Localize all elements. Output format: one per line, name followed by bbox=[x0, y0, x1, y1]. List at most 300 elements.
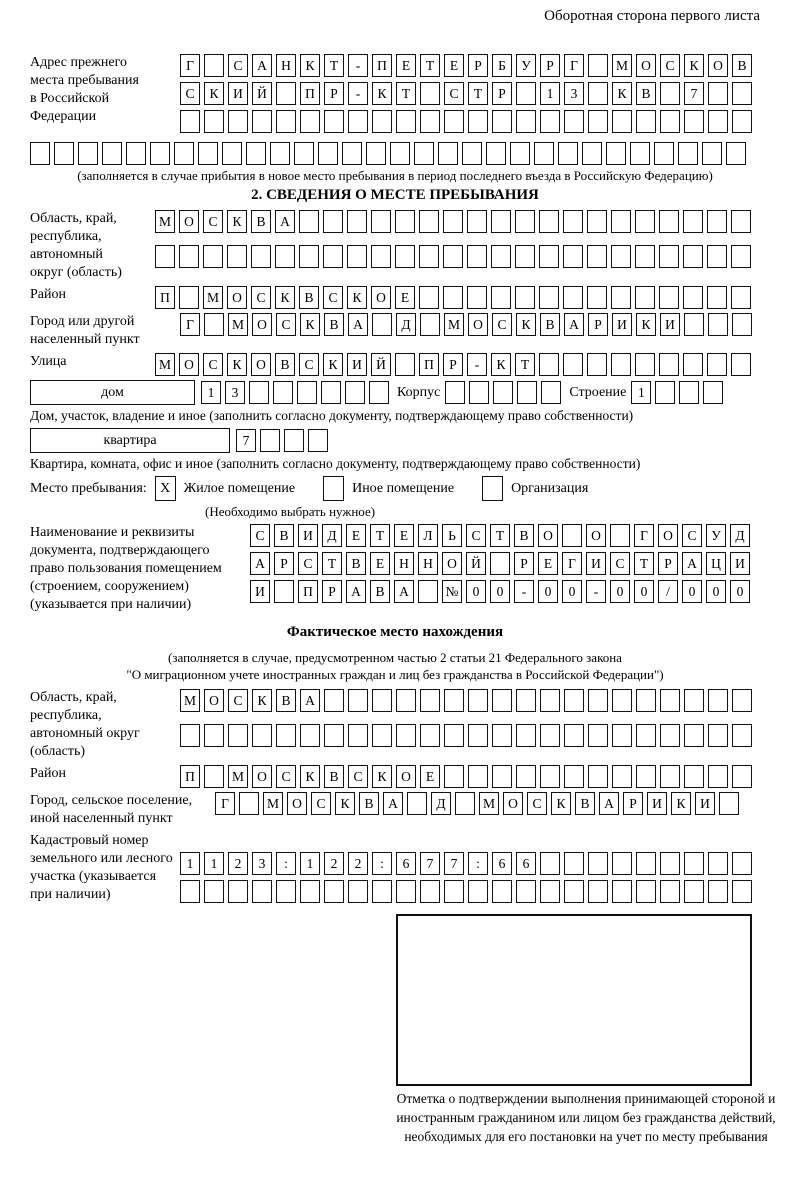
char-cell[interactable] bbox=[635, 353, 655, 376]
char-cell[interactable] bbox=[636, 852, 656, 875]
char-cell[interactable]: К bbox=[516, 313, 536, 336]
char-cell[interactable]: А bbox=[682, 552, 702, 575]
char-cell[interactable] bbox=[252, 880, 272, 903]
char-cell[interactable]: Г bbox=[564, 54, 584, 77]
char-cell[interactable] bbox=[539, 210, 559, 233]
char-cell[interactable]: А bbox=[599, 792, 619, 815]
char-cell[interactable]: О bbox=[396, 765, 416, 788]
char-cell[interactable] bbox=[732, 724, 752, 747]
char-cell[interactable] bbox=[395, 245, 415, 268]
char-cell[interactable]: А bbox=[346, 580, 366, 603]
char-cell[interactable]: 6 bbox=[396, 852, 416, 875]
char-cell[interactable]: В bbox=[299, 286, 319, 309]
char-cell[interactable]: Р bbox=[588, 313, 608, 336]
char-cell[interactable] bbox=[468, 689, 488, 712]
char-cell[interactable] bbox=[516, 765, 536, 788]
char-cell[interactable]: В bbox=[274, 524, 294, 547]
char-cell[interactable] bbox=[731, 245, 751, 268]
char-cell[interactable] bbox=[444, 110, 464, 133]
char-cell[interactable]: Т bbox=[324, 54, 344, 77]
char-cell[interactable] bbox=[348, 689, 368, 712]
char-cell[interactable]: 0 bbox=[466, 580, 486, 603]
char-cell[interactable] bbox=[445, 381, 465, 404]
char-cell[interactable]: В bbox=[370, 580, 390, 603]
char-cell[interactable]: К bbox=[275, 286, 295, 309]
char-cell[interactable] bbox=[249, 381, 269, 404]
char-cell[interactable]: Й bbox=[252, 82, 272, 105]
char-cell[interactable]: Й bbox=[371, 353, 391, 376]
char-cell[interactable] bbox=[324, 110, 344, 133]
char-cell[interactable]: К bbox=[372, 82, 392, 105]
char-cell[interactable]: К bbox=[204, 82, 224, 105]
char-cell[interactable] bbox=[204, 313, 224, 336]
char-cell[interactable]: 7 bbox=[684, 82, 704, 105]
char-cell[interactable]: К bbox=[671, 792, 691, 815]
char-cell[interactable] bbox=[732, 880, 752, 903]
char-cell[interactable] bbox=[708, 765, 728, 788]
char-cell[interactable]: П bbox=[298, 580, 318, 603]
char-cell[interactable]: 0 bbox=[490, 580, 510, 603]
char-cell[interactable]: К bbox=[300, 54, 320, 77]
char-cell[interactable] bbox=[492, 110, 512, 133]
char-cell[interactable]: Т bbox=[370, 524, 390, 547]
char-cell[interactable]: : bbox=[372, 852, 392, 875]
char-cell[interactable]: К bbox=[347, 286, 367, 309]
char-cell[interactable] bbox=[372, 313, 392, 336]
char-cell[interactable]: М bbox=[263, 792, 283, 815]
char-cell[interactable]: - bbox=[586, 580, 606, 603]
char-cell[interactable] bbox=[323, 210, 343, 233]
char-cell[interactable]: В bbox=[251, 210, 271, 233]
char-cell[interactable] bbox=[683, 245, 703, 268]
char-cell[interactable]: Д bbox=[322, 524, 342, 547]
char-cell[interactable]: С bbox=[180, 82, 200, 105]
char-cell[interactable]: Д bbox=[396, 313, 416, 336]
char-cell[interactable] bbox=[468, 880, 488, 903]
char-cell[interactable] bbox=[510, 142, 530, 165]
char-cell[interactable] bbox=[719, 792, 739, 815]
char-cell[interactable] bbox=[611, 286, 631, 309]
char-cell[interactable] bbox=[270, 142, 290, 165]
char-cell[interactable] bbox=[443, 210, 463, 233]
char-cell[interactable] bbox=[252, 724, 272, 747]
char-cell[interactable]: А bbox=[394, 580, 414, 603]
char-cell[interactable] bbox=[455, 792, 475, 815]
char-cell[interactable] bbox=[491, 245, 511, 268]
char-cell[interactable] bbox=[660, 880, 680, 903]
char-cell[interactable] bbox=[348, 724, 368, 747]
char-cell[interactable]: Т bbox=[420, 54, 440, 77]
char-cell[interactable] bbox=[407, 792, 427, 815]
char-cell[interactable]: 3 bbox=[252, 852, 272, 875]
char-cell[interactable] bbox=[276, 724, 296, 747]
char-cell[interactable]: К bbox=[227, 210, 247, 233]
char-cell[interactable] bbox=[679, 381, 699, 404]
char-cell[interactable] bbox=[588, 110, 608, 133]
char-cell[interactable] bbox=[228, 880, 248, 903]
char-cell[interactable] bbox=[444, 880, 464, 903]
char-cell[interactable] bbox=[540, 880, 560, 903]
char-cell[interactable]: С bbox=[228, 54, 248, 77]
char-cell[interactable] bbox=[204, 110, 224, 133]
char-cell[interactable] bbox=[284, 429, 304, 452]
char-cell[interactable]: М bbox=[444, 313, 464, 336]
char-cell[interactable]: С bbox=[203, 353, 223, 376]
char-cell[interactable] bbox=[540, 110, 560, 133]
char-cell[interactable] bbox=[204, 724, 224, 747]
char-cell[interactable] bbox=[468, 765, 488, 788]
char-cell[interactable] bbox=[395, 353, 415, 376]
char-cell[interactable] bbox=[300, 724, 320, 747]
char-cell[interactable] bbox=[612, 724, 632, 747]
char-cell[interactable]: Ь bbox=[442, 524, 462, 547]
char-cell[interactable] bbox=[539, 286, 559, 309]
char-cell[interactable] bbox=[203, 245, 223, 268]
char-cell[interactable] bbox=[636, 110, 656, 133]
char-cell[interactable] bbox=[612, 765, 632, 788]
char-cell[interactable]: 0 bbox=[634, 580, 654, 603]
char-cell[interactable]: Г bbox=[215, 792, 235, 815]
char-cell[interactable]: С bbox=[311, 792, 331, 815]
char-cell[interactable] bbox=[443, 286, 463, 309]
char-cell[interactable] bbox=[563, 353, 583, 376]
char-cell[interactable] bbox=[126, 142, 146, 165]
char-cell[interactable]: С bbox=[466, 524, 486, 547]
char-cell[interactable] bbox=[396, 110, 416, 133]
char-cell[interactable]: М bbox=[180, 689, 200, 712]
char-cell[interactable] bbox=[102, 142, 122, 165]
char-cell[interactable]: 6 bbox=[516, 852, 536, 875]
char-cell[interactable]: Е bbox=[538, 552, 558, 575]
char-cell[interactable]: У bbox=[706, 524, 726, 547]
char-cell[interactable] bbox=[683, 286, 703, 309]
char-cell[interactable]: Т bbox=[468, 82, 488, 105]
char-cell[interactable] bbox=[516, 82, 536, 105]
char-cell[interactable] bbox=[419, 210, 439, 233]
char-cell[interactable] bbox=[702, 142, 722, 165]
char-cell[interactable] bbox=[228, 110, 248, 133]
char-cell[interactable]: А bbox=[300, 689, 320, 712]
char-cell[interactable] bbox=[492, 880, 512, 903]
char-cell[interactable] bbox=[708, 880, 728, 903]
char-cell[interactable] bbox=[372, 110, 392, 133]
char-cell[interactable]: С bbox=[660, 54, 680, 77]
char-cell[interactable]: Р bbox=[658, 552, 678, 575]
char-cell[interactable] bbox=[276, 82, 296, 105]
char-cell[interactable] bbox=[678, 142, 698, 165]
char-cell[interactable]: 3 bbox=[564, 82, 584, 105]
char-cell[interactable] bbox=[563, 286, 583, 309]
char-cell[interactable] bbox=[582, 142, 602, 165]
char-cell[interactable] bbox=[732, 689, 752, 712]
char-cell[interactable] bbox=[150, 142, 170, 165]
char-cell[interactable] bbox=[587, 210, 607, 233]
char-cell[interactable]: В bbox=[636, 82, 656, 105]
char-cell[interactable] bbox=[655, 381, 675, 404]
char-cell[interactable] bbox=[300, 880, 320, 903]
char-cell[interactable] bbox=[419, 245, 439, 268]
char-cell[interactable] bbox=[732, 82, 752, 105]
char-cell[interactable] bbox=[275, 245, 295, 268]
char-cell[interactable]: Е bbox=[444, 54, 464, 77]
char-cell[interactable]: 7 bbox=[444, 852, 464, 875]
char-cell[interactable] bbox=[660, 689, 680, 712]
char-cell[interactable] bbox=[516, 880, 536, 903]
char-cell[interactable]: Е bbox=[346, 524, 366, 547]
char-cell[interactable] bbox=[348, 110, 368, 133]
char-cell[interactable] bbox=[294, 142, 314, 165]
char-cell[interactable]: М bbox=[228, 765, 248, 788]
char-cell[interactable] bbox=[396, 724, 416, 747]
char-cell[interactable]: В bbox=[275, 353, 295, 376]
char-cell[interactable]: К bbox=[300, 765, 320, 788]
char-cell[interactable] bbox=[516, 724, 536, 747]
char-cell[interactable] bbox=[467, 210, 487, 233]
char-cell[interactable] bbox=[246, 142, 266, 165]
char-cell[interactable] bbox=[491, 286, 511, 309]
char-cell[interactable] bbox=[276, 880, 296, 903]
char-cell[interactable]: К bbox=[252, 689, 272, 712]
char-cell[interactable] bbox=[588, 82, 608, 105]
checkbox-other-premises[interactable] bbox=[323, 476, 344, 501]
char-cell[interactable]: Р bbox=[540, 54, 560, 77]
char-cell[interactable] bbox=[467, 245, 487, 268]
char-cell[interactable] bbox=[420, 689, 440, 712]
char-cell[interactable] bbox=[324, 880, 344, 903]
char-cell[interactable]: С bbox=[444, 82, 464, 105]
char-cell[interactable]: Т bbox=[634, 552, 654, 575]
char-cell[interactable]: И bbox=[695, 792, 715, 815]
char-cell[interactable] bbox=[588, 765, 608, 788]
char-cell[interactable] bbox=[612, 880, 632, 903]
char-cell[interactable] bbox=[654, 142, 674, 165]
char-cell[interactable] bbox=[540, 852, 560, 875]
char-cell[interactable] bbox=[54, 142, 74, 165]
char-cell[interactable] bbox=[371, 245, 391, 268]
char-cell[interactable] bbox=[635, 286, 655, 309]
char-cell[interactable] bbox=[539, 353, 559, 376]
char-cell[interactable]: К bbox=[335, 792, 355, 815]
checkbox-residential[interactable]: X bbox=[155, 476, 176, 501]
char-cell[interactable]: С bbox=[610, 552, 630, 575]
char-cell[interactable]: П bbox=[419, 353, 439, 376]
char-cell[interactable]: С bbox=[298, 552, 318, 575]
char-cell[interactable]: О bbox=[468, 313, 488, 336]
char-cell[interactable] bbox=[588, 724, 608, 747]
char-cell[interactable]: 1 bbox=[300, 852, 320, 875]
char-cell[interactable]: С bbox=[251, 286, 271, 309]
checkbox-organization[interactable] bbox=[482, 476, 503, 501]
char-cell[interactable]: О bbox=[636, 54, 656, 77]
char-cell[interactable]: И bbox=[347, 353, 367, 376]
char-cell[interactable]: Р bbox=[443, 353, 463, 376]
char-cell[interactable]: М bbox=[203, 286, 223, 309]
char-cell[interactable]: : bbox=[276, 852, 296, 875]
char-cell[interactable]: М bbox=[155, 353, 175, 376]
char-cell[interactable]: С bbox=[492, 313, 512, 336]
char-cell[interactable] bbox=[516, 689, 536, 712]
char-cell[interactable]: В bbox=[732, 54, 752, 77]
char-cell[interactable] bbox=[635, 245, 655, 268]
char-cell[interactable]: А bbox=[252, 54, 272, 77]
char-cell[interactable] bbox=[444, 689, 464, 712]
char-cell[interactable] bbox=[204, 880, 224, 903]
char-cell[interactable] bbox=[438, 142, 458, 165]
char-cell[interactable] bbox=[179, 245, 199, 268]
char-cell[interactable] bbox=[636, 689, 656, 712]
char-cell[interactable]: Т bbox=[322, 552, 342, 575]
char-cell[interactable] bbox=[726, 142, 746, 165]
char-cell[interactable] bbox=[372, 880, 392, 903]
char-cell[interactable] bbox=[564, 765, 584, 788]
char-cell[interactable] bbox=[297, 381, 317, 404]
char-cell[interactable]: / bbox=[658, 580, 678, 603]
char-cell[interactable] bbox=[636, 724, 656, 747]
char-cell[interactable] bbox=[324, 689, 344, 712]
char-cell[interactable] bbox=[558, 142, 578, 165]
char-cell[interactable] bbox=[324, 724, 344, 747]
char-cell[interactable]: 1 bbox=[540, 82, 560, 105]
char-cell[interactable] bbox=[395, 210, 415, 233]
char-cell[interactable]: С bbox=[276, 765, 296, 788]
char-cell[interactable]: П bbox=[372, 54, 392, 77]
char-cell[interactable]: 0 bbox=[706, 580, 726, 603]
char-cell[interactable]: Г bbox=[180, 54, 200, 77]
char-cell[interactable] bbox=[396, 689, 416, 712]
char-cell[interactable] bbox=[732, 110, 752, 133]
char-cell[interactable]: Р bbox=[468, 54, 488, 77]
char-cell[interactable]: К bbox=[491, 353, 511, 376]
char-cell[interactable] bbox=[635, 210, 655, 233]
char-cell[interactable]: : bbox=[468, 852, 488, 875]
char-cell[interactable]: Е bbox=[394, 524, 414, 547]
char-cell[interactable]: М bbox=[155, 210, 175, 233]
char-cell[interactable] bbox=[468, 110, 488, 133]
char-cell[interactable] bbox=[564, 110, 584, 133]
char-cell[interactable] bbox=[252, 110, 272, 133]
char-cell[interactable] bbox=[564, 880, 584, 903]
char-cell[interactable] bbox=[30, 142, 50, 165]
char-cell[interactable] bbox=[318, 142, 338, 165]
char-cell[interactable] bbox=[684, 765, 704, 788]
char-cell[interactable] bbox=[562, 524, 582, 547]
char-cell[interactable]: 0 bbox=[730, 580, 750, 603]
char-cell[interactable] bbox=[420, 82, 440, 105]
char-cell[interactable] bbox=[78, 142, 98, 165]
char-cell[interactable] bbox=[420, 880, 440, 903]
char-cell[interactable] bbox=[239, 792, 259, 815]
char-cell[interactable] bbox=[707, 353, 727, 376]
char-cell[interactable] bbox=[684, 689, 704, 712]
char-cell[interactable] bbox=[636, 880, 656, 903]
char-cell[interactable]: 1 bbox=[631, 381, 651, 404]
char-cell[interactable] bbox=[708, 82, 728, 105]
char-cell[interactable]: К bbox=[551, 792, 571, 815]
char-cell[interactable]: Т bbox=[515, 353, 535, 376]
char-cell[interactable] bbox=[345, 381, 365, 404]
char-cell[interactable] bbox=[462, 142, 482, 165]
char-cell[interactable]: В bbox=[514, 524, 534, 547]
char-cell[interactable]: О bbox=[287, 792, 307, 815]
char-cell[interactable] bbox=[492, 689, 512, 712]
char-cell[interactable]: К bbox=[372, 765, 392, 788]
char-cell[interactable]: 1 bbox=[201, 381, 221, 404]
char-cell[interactable]: Д bbox=[431, 792, 451, 815]
char-cell[interactable] bbox=[564, 852, 584, 875]
char-cell[interactable]: О bbox=[371, 286, 391, 309]
char-cell[interactable] bbox=[180, 880, 200, 903]
char-cell[interactable]: Р bbox=[322, 580, 342, 603]
char-cell[interactable] bbox=[684, 880, 704, 903]
char-cell[interactable] bbox=[420, 110, 440, 133]
char-cell[interactable]: О bbox=[204, 689, 224, 712]
char-cell[interactable] bbox=[534, 142, 554, 165]
char-cell[interactable] bbox=[588, 852, 608, 875]
char-cell[interactable] bbox=[273, 381, 293, 404]
char-cell[interactable] bbox=[612, 110, 632, 133]
char-cell[interactable] bbox=[708, 724, 728, 747]
char-cell[interactable]: 2 bbox=[228, 852, 248, 875]
char-cell[interactable] bbox=[396, 880, 416, 903]
char-cell[interactable]: - bbox=[467, 353, 487, 376]
char-cell[interactable] bbox=[323, 245, 343, 268]
char-cell[interactable] bbox=[732, 313, 752, 336]
char-cell[interactable] bbox=[732, 852, 752, 875]
char-cell[interactable]: Б bbox=[492, 54, 512, 77]
char-cell[interactable]: Л bbox=[418, 524, 438, 547]
char-cell[interactable]: - bbox=[348, 82, 368, 105]
char-cell[interactable] bbox=[180, 110, 200, 133]
char-cell[interactable]: Н bbox=[394, 552, 414, 575]
house-type-box[interactable] bbox=[30, 380, 195, 405]
char-cell[interactable]: А bbox=[383, 792, 403, 815]
char-cell[interactable] bbox=[708, 313, 728, 336]
char-cell[interactable]: 3 bbox=[225, 381, 245, 404]
char-cell[interactable] bbox=[684, 313, 704, 336]
char-cell[interactable]: К bbox=[300, 313, 320, 336]
char-cell[interactable]: О bbox=[708, 54, 728, 77]
char-cell[interactable] bbox=[347, 245, 367, 268]
char-cell[interactable] bbox=[660, 82, 680, 105]
char-cell[interactable]: - bbox=[514, 580, 534, 603]
char-cell[interactable] bbox=[444, 765, 464, 788]
char-cell[interactable] bbox=[630, 142, 650, 165]
char-cell[interactable] bbox=[731, 353, 751, 376]
char-cell[interactable] bbox=[414, 142, 434, 165]
char-cell[interactable] bbox=[492, 765, 512, 788]
char-cell[interactable] bbox=[707, 245, 727, 268]
char-cell[interactable]: Т bbox=[490, 524, 510, 547]
char-cell[interactable]: М bbox=[479, 792, 499, 815]
char-cell[interactable]: 2 bbox=[348, 852, 368, 875]
char-cell[interactable] bbox=[204, 765, 224, 788]
char-cell[interactable] bbox=[610, 524, 630, 547]
char-cell[interactable] bbox=[588, 689, 608, 712]
char-cell[interactable] bbox=[659, 210, 679, 233]
char-cell[interactable] bbox=[369, 381, 389, 404]
char-cell[interactable] bbox=[155, 245, 175, 268]
char-cell[interactable] bbox=[731, 286, 751, 309]
char-cell[interactable] bbox=[486, 142, 506, 165]
char-cell[interactable]: С bbox=[348, 765, 368, 788]
char-cell[interactable] bbox=[606, 142, 626, 165]
char-cell[interactable] bbox=[660, 852, 680, 875]
char-cell[interactable] bbox=[660, 724, 680, 747]
char-cell[interactable] bbox=[204, 54, 224, 77]
char-cell[interactable] bbox=[179, 286, 199, 309]
char-cell[interactable] bbox=[366, 142, 386, 165]
char-cell[interactable] bbox=[708, 852, 728, 875]
